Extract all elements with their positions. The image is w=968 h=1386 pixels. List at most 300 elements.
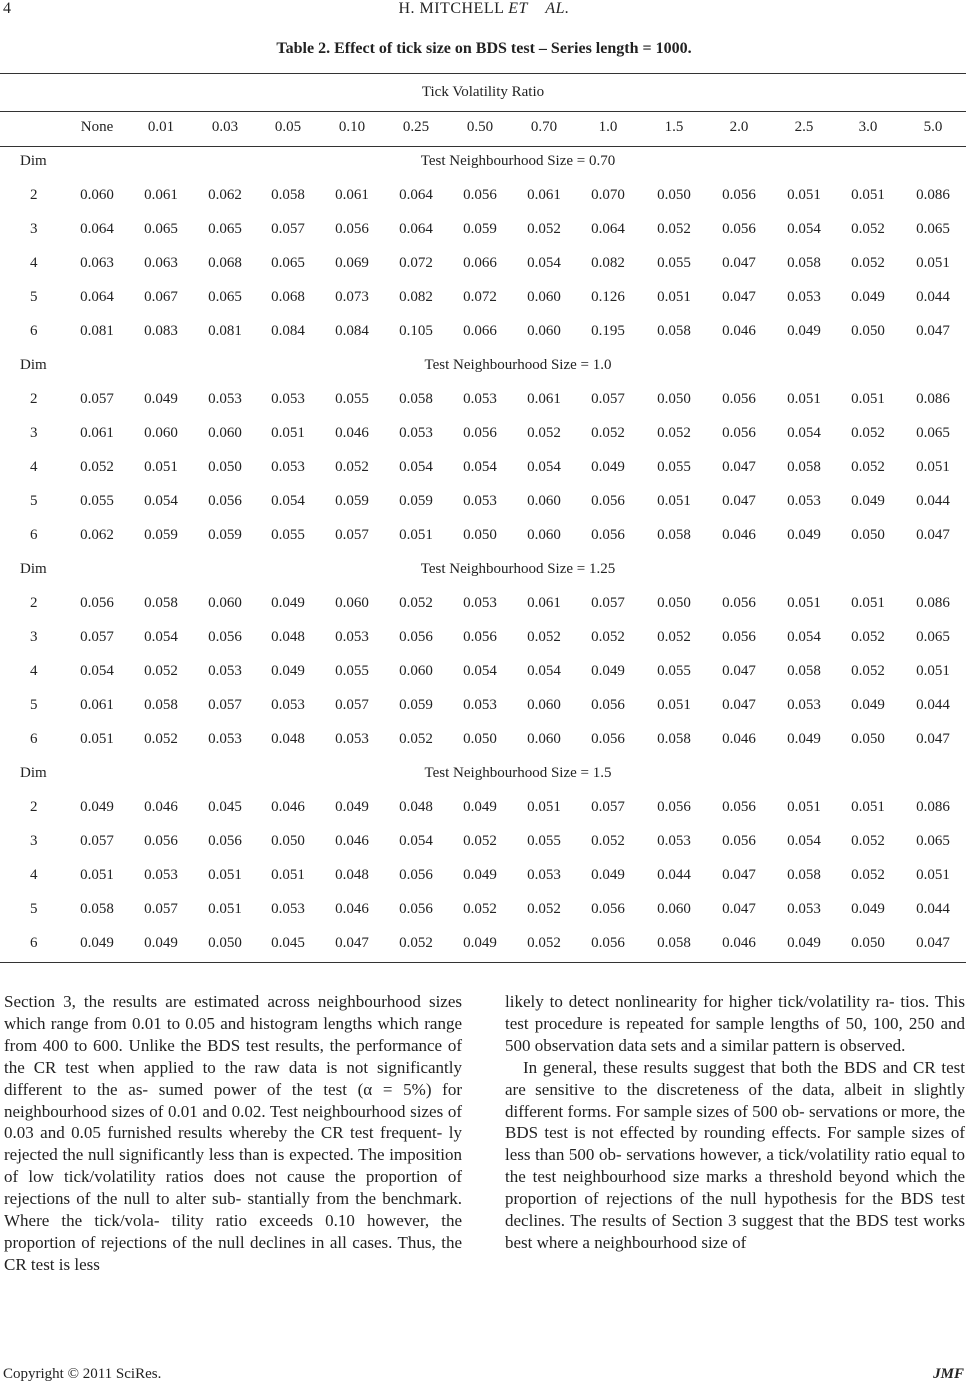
table-cell: 0.058 bbox=[80, 901, 114, 917]
table-cell: 0.056 bbox=[463, 187, 497, 203]
table-cell: 0.060 bbox=[527, 527, 561, 543]
table-cell: 0.051 bbox=[271, 425, 305, 441]
table-cell: 0.060 bbox=[335, 595, 369, 611]
table-cell: 0.057 bbox=[144, 901, 178, 917]
table-cell: 0.052 bbox=[335, 459, 369, 475]
table-cell: 0.050 bbox=[271, 833, 305, 849]
table-cell: 0.051 bbox=[399, 527, 433, 543]
column-header-rule bbox=[0, 146, 966, 147]
table-cell: 0.053 bbox=[463, 697, 497, 713]
table-cell: 0.065 bbox=[916, 221, 950, 237]
table-cell: 0.047 bbox=[722, 493, 756, 509]
table-cell: 0.045 bbox=[271, 935, 305, 951]
table-cell: 0.062 bbox=[208, 187, 242, 203]
table-cell: 0.056 bbox=[335, 221, 369, 237]
table-cell: 0.056 bbox=[591, 935, 625, 951]
table-cell: 0.065 bbox=[208, 289, 242, 305]
table-cell: 0.051 bbox=[271, 867, 305, 883]
table-cell: 0.044 bbox=[916, 901, 950, 917]
table-cell: 0.052 bbox=[851, 221, 885, 237]
table-cell: 0.054 bbox=[80, 663, 114, 679]
table-cell: 0.046 bbox=[722, 323, 756, 339]
table-row bbox=[0, 799, 968, 819]
table-cell: 0.047 bbox=[722, 901, 756, 917]
table-cell: 0.082 bbox=[591, 255, 625, 271]
table-cell: 0.050 bbox=[208, 459, 242, 475]
table-cell: 0.058 bbox=[657, 323, 691, 339]
table-cell: 0.057 bbox=[591, 595, 625, 611]
ratio-header-rule bbox=[0, 111, 966, 112]
table-cell: 0.052 bbox=[851, 867, 885, 883]
table-cell: 0.051 bbox=[787, 595, 821, 611]
table-cell: 0.054 bbox=[144, 629, 178, 645]
table-cell: 0.049 bbox=[591, 663, 625, 679]
table-cell: 0.086 bbox=[916, 391, 950, 407]
running-head-author: H. MITCHELL bbox=[398, 0, 504, 17]
table-cell: 0.056 bbox=[722, 221, 756, 237]
table-cell: 0.054 bbox=[399, 833, 433, 849]
table-cell: 0.051 bbox=[916, 459, 950, 475]
table-cell: 0.056 bbox=[591, 697, 625, 713]
table-row bbox=[0, 459, 968, 479]
table-cell: 0.065 bbox=[144, 221, 178, 237]
table-cell: 0.053 bbox=[208, 663, 242, 679]
table-cell: 0.053 bbox=[208, 731, 242, 747]
table-cell: 0.047 bbox=[916, 527, 950, 543]
table-cell: 0.057 bbox=[80, 629, 114, 645]
table-cell: 0.047 bbox=[722, 867, 756, 883]
section-title: Test Neighbourhood Size = 0.70 bbox=[420, 153, 616, 169]
table-cell: 0.086 bbox=[916, 595, 950, 611]
table-cell: 0.059 bbox=[208, 527, 242, 543]
table-cell: 0.072 bbox=[399, 255, 433, 271]
table-cell: 0.046 bbox=[335, 425, 369, 441]
section-title: Test Neighbourhood Size = 1.0 bbox=[424, 357, 612, 373]
table-cell: 0.053 bbox=[208, 391, 242, 407]
table-cell: 0.064 bbox=[591, 221, 625, 237]
table-cell: 0.052 bbox=[527, 221, 561, 237]
table-cell: 0.046 bbox=[722, 731, 756, 747]
table-cell: 0.051 bbox=[787, 799, 821, 815]
running-head bbox=[0, 0, 968, 18]
table-cell: 0.060 bbox=[527, 323, 561, 339]
right-paragraph-2: In general, these results suggest that both the BDS and CR test are sensitive to the discreteness of the data, albeit in slightly different forms. For sample sizes of 500 ob- servations or more, the BDS test is not effected by rounding effects. For sample sizes of less than 500 ob- servations however, a tick/volatility ratio equal to the test neighbourhood size marks a threshold beyond which the proportion of rejections of the null hypothesis for the BDS test declines. The results of Section 3 suggest that the BDS test works best where a neighbourhood size of bbox=[505, 1057, 965, 1252]
column-header-row bbox=[0, 119, 968, 139]
table-cell: 0.053 bbox=[657, 833, 691, 849]
dim-cell: 5 bbox=[30, 289, 38, 305]
table-cell: 0.056 bbox=[722, 425, 756, 441]
table-cell: 0.059 bbox=[335, 493, 369, 509]
table-cell: 0.061 bbox=[527, 187, 561, 203]
dim-cell: 4 bbox=[30, 459, 38, 475]
table-cell: 0.056 bbox=[399, 901, 433, 917]
table-cell: 0.054 bbox=[144, 493, 178, 509]
table-cell: 0.056 bbox=[722, 595, 756, 611]
table-cell: 0.050 bbox=[851, 527, 885, 543]
table-cell: 0.053 bbox=[335, 629, 369, 645]
column-header: 2.5 bbox=[794, 119, 814, 135]
table-cell: 0.048 bbox=[271, 629, 305, 645]
table-cell: 0.059 bbox=[144, 527, 178, 543]
table-cell: 0.052 bbox=[399, 731, 433, 747]
table-row bbox=[0, 527, 968, 547]
table-cell: 0.051 bbox=[851, 187, 885, 203]
dim-cell: 2 bbox=[30, 595, 38, 611]
table-cell: 0.055 bbox=[657, 255, 691, 271]
column-header: 0.70 bbox=[530, 119, 558, 135]
table-cell: 0.048 bbox=[335, 867, 369, 883]
table-row bbox=[0, 187, 968, 207]
table-cell: 0.053 bbox=[144, 867, 178, 883]
table-cell: 0.065 bbox=[916, 833, 950, 849]
table-cell: 0.050 bbox=[657, 187, 691, 203]
table-row bbox=[0, 867, 968, 887]
table-cell: 0.066 bbox=[463, 323, 497, 339]
table-cell: 0.056 bbox=[208, 629, 242, 645]
table-cell: 0.051 bbox=[787, 391, 821, 407]
table-cell: 0.054 bbox=[527, 663, 561, 679]
column-header: 0.25 bbox=[402, 119, 430, 135]
table-cell: 0.052 bbox=[527, 425, 561, 441]
table-cell: 0.053 bbox=[271, 391, 305, 407]
column-header: 3.0 bbox=[858, 119, 878, 135]
table-cell: 0.055 bbox=[657, 663, 691, 679]
table-cell: 0.051 bbox=[916, 867, 950, 883]
table-cell: 0.195 bbox=[591, 323, 625, 339]
table-cell: 0.068 bbox=[271, 289, 305, 305]
table-cell: 0.073 bbox=[335, 289, 369, 305]
table-cell: 0.066 bbox=[463, 255, 497, 271]
body-right-column bbox=[505, 991, 965, 1254]
table-cell: 0.051 bbox=[80, 731, 114, 747]
table-cell: 0.047 bbox=[722, 255, 756, 271]
table-cell: 0.049 bbox=[591, 459, 625, 475]
dim-cell: 6 bbox=[30, 323, 38, 339]
table-cell: 0.052 bbox=[851, 425, 885, 441]
table-cell: 0.054 bbox=[787, 833, 821, 849]
table-cell: 0.052 bbox=[851, 459, 885, 475]
table-cell: 0.060 bbox=[657, 901, 691, 917]
section-title: Test Neighbourhood Size = 1.25 bbox=[420, 561, 616, 577]
ratio-header: Tick Volatility Ratio bbox=[421, 84, 545, 100]
dim-cell: 3 bbox=[30, 833, 38, 849]
table-cell: 0.060 bbox=[208, 425, 242, 441]
table-cell: 0.055 bbox=[527, 833, 561, 849]
table-cell: 0.059 bbox=[399, 697, 433, 713]
dim-cell: 4 bbox=[30, 663, 38, 679]
table-cell: 0.061 bbox=[335, 187, 369, 203]
table-row bbox=[0, 901, 968, 921]
dim-cell: 6 bbox=[30, 731, 38, 747]
table-cell: 0.060 bbox=[527, 289, 561, 305]
table-cell: 0.054 bbox=[271, 493, 305, 509]
table-cell: 0.053 bbox=[463, 595, 497, 611]
body-left-column bbox=[4, 991, 462, 1276]
table-cell: 0.049 bbox=[787, 323, 821, 339]
table-cell: 0.056 bbox=[399, 629, 433, 645]
table-cell: 0.049 bbox=[851, 289, 885, 305]
table-cell: 0.053 bbox=[335, 731, 369, 747]
dim-cell: 4 bbox=[30, 867, 38, 883]
column-header: 0.05 bbox=[274, 119, 302, 135]
table-cell: 0.050 bbox=[657, 595, 691, 611]
table-row bbox=[0, 629, 968, 649]
table-cell: 0.044 bbox=[657, 867, 691, 883]
table-cell: 0.047 bbox=[335, 935, 369, 951]
table-cell: 0.054 bbox=[463, 459, 497, 475]
table-cell: 0.059 bbox=[463, 221, 497, 237]
dim-cell: 3 bbox=[30, 629, 38, 645]
table-cell: 0.064 bbox=[80, 221, 114, 237]
table-cell: 0.065 bbox=[271, 255, 305, 271]
table-cell: 0.049 bbox=[787, 527, 821, 543]
dim-cell: 5 bbox=[30, 901, 38, 917]
table-cell: 0.069 bbox=[335, 255, 369, 271]
table-cell: 0.046 bbox=[722, 935, 756, 951]
table-top-rule bbox=[0, 73, 966, 74]
table-cell: 0.068 bbox=[208, 255, 242, 271]
table-cell: 0.053 bbox=[463, 493, 497, 509]
table-cell: 0.057 bbox=[80, 833, 114, 849]
table-cell: 0.072 bbox=[463, 289, 497, 305]
table-cell: 0.064 bbox=[399, 221, 433, 237]
left-paragraph: Section 3, the results are estimated across neighbourhood sizes which range from 0.01 to 0.05 and histogram lengths which range from 400 to 600. Unlike the BDS test results, the performance of the CR test when applied to the raw data is not significantly different to the as- sumed power of the test (α = 5%) for neighbourhood sizes of 0.01 and 0.02. Test neighbourhood sizes of 0.03 and 0.05 furnished results whereby the CR test frequent- ly rejected the null significantly less than is expected. The imposition of low tick/volatility ratios does not cause the proportion of rejections of the null to alter sub- stantially from the benchmark. Where the tick/vola- tility ratio exceeds 0.10 however, the proportion of rejections of the null declines in all cases. Thus, the CR test is less bbox=[4, 992, 462, 1274]
table-row bbox=[0, 697, 968, 717]
table-cell: 0.056 bbox=[399, 867, 433, 883]
dim-cell: 2 bbox=[30, 187, 38, 203]
table-cell: 0.063 bbox=[80, 255, 114, 271]
table-cell: 0.052 bbox=[463, 833, 497, 849]
table-cell: 0.052 bbox=[144, 663, 178, 679]
table-cell: 0.052 bbox=[399, 595, 433, 611]
table-cell: 0.051 bbox=[527, 799, 561, 815]
column-header: 0.50 bbox=[466, 119, 494, 135]
table-cell: 0.049 bbox=[591, 867, 625, 883]
table-cell: 0.056 bbox=[463, 425, 497, 441]
table-cell: 0.057 bbox=[591, 391, 625, 407]
table-cell: 0.049 bbox=[851, 697, 885, 713]
table-cell: 0.052 bbox=[591, 629, 625, 645]
table-cell: 0.053 bbox=[463, 391, 497, 407]
footer-journal: JMF bbox=[933, 1366, 964, 1382]
table-cell: 0.070 bbox=[591, 187, 625, 203]
table-cell: 0.057 bbox=[271, 221, 305, 237]
table-cell: 0.126 bbox=[591, 289, 625, 305]
table-cell: 0.046 bbox=[271, 799, 305, 815]
table-cell: 0.052 bbox=[527, 935, 561, 951]
table-row bbox=[0, 595, 968, 615]
table-cell: 0.049 bbox=[271, 663, 305, 679]
table-cell: 0.051 bbox=[80, 867, 114, 883]
table-cell: 0.058 bbox=[787, 255, 821, 271]
column-header: 1.5 bbox=[664, 119, 684, 135]
table-cell: 0.055 bbox=[335, 663, 369, 679]
table-cell: 0.061 bbox=[527, 391, 561, 407]
table-cell: 0.058 bbox=[657, 527, 691, 543]
table-cell: 0.056 bbox=[208, 833, 242, 849]
page-number: 4 bbox=[3, 0, 11, 17]
table-cell: 0.053 bbox=[271, 459, 305, 475]
table-cell: 0.061 bbox=[80, 425, 114, 441]
table-cell: 0.081 bbox=[208, 323, 242, 339]
table-cell: 0.060 bbox=[80, 187, 114, 203]
table-cell: 0.058 bbox=[657, 935, 691, 951]
table-cell: 0.049 bbox=[80, 799, 114, 815]
table-cell: 0.060 bbox=[527, 493, 561, 509]
table-cell: 0.052 bbox=[851, 629, 885, 645]
table-cell: 0.045 bbox=[208, 799, 242, 815]
table-cell: 0.056 bbox=[722, 187, 756, 203]
dim-cell: 3 bbox=[30, 425, 38, 441]
table-cell: 0.052 bbox=[463, 901, 497, 917]
table-cell: 0.061 bbox=[527, 595, 561, 611]
table-cell: 0.060 bbox=[144, 425, 178, 441]
table-cell: 0.051 bbox=[144, 459, 178, 475]
table-cell: 0.064 bbox=[80, 289, 114, 305]
table-cell: 0.060 bbox=[399, 663, 433, 679]
table-cell: 0.067 bbox=[144, 289, 178, 305]
table-cell: 0.049 bbox=[851, 493, 885, 509]
table-cell: 0.052 bbox=[527, 901, 561, 917]
table-cell: 0.056 bbox=[722, 799, 756, 815]
table-cell: 0.055 bbox=[335, 391, 369, 407]
table-cell: 0.056 bbox=[591, 901, 625, 917]
table-cell: 0.058 bbox=[271, 187, 305, 203]
table-cell: 0.056 bbox=[657, 799, 691, 815]
table-cell: 0.056 bbox=[80, 595, 114, 611]
table-cell: 0.050 bbox=[851, 935, 885, 951]
table-cell: 0.047 bbox=[916, 935, 950, 951]
dim-cell: 5 bbox=[30, 493, 38, 509]
column-header: None bbox=[80, 119, 114, 135]
column-header: 0.10 bbox=[338, 119, 366, 135]
table-cell: 0.062 bbox=[80, 527, 114, 543]
table-cell: 0.053 bbox=[787, 493, 821, 509]
table-cell: 0.049 bbox=[80, 935, 114, 951]
dim-cell: 4 bbox=[30, 255, 38, 271]
table-cell: 0.050 bbox=[463, 527, 497, 543]
table-row bbox=[0, 493, 968, 513]
table-cell: 0.057 bbox=[335, 527, 369, 543]
table-cell: 0.046 bbox=[722, 527, 756, 543]
table-cell: 0.061 bbox=[80, 697, 114, 713]
table-row bbox=[0, 731, 968, 751]
table-cell: 0.053 bbox=[787, 901, 821, 917]
table-cell: 0.053 bbox=[787, 697, 821, 713]
table-cell: 0.048 bbox=[271, 731, 305, 747]
table-cell: 0.065 bbox=[916, 425, 950, 441]
table-cell: 0.057 bbox=[335, 697, 369, 713]
table-cell: 0.058 bbox=[657, 731, 691, 747]
table-cell: 0.060 bbox=[208, 595, 242, 611]
dim-label: Dim bbox=[20, 153, 47, 169]
table-cell: 0.053 bbox=[787, 289, 821, 305]
dim-label: Dim bbox=[20, 561, 47, 577]
table-cell: 0.051 bbox=[851, 595, 885, 611]
table-cell: 0.056 bbox=[208, 493, 242, 509]
table-cell: 0.056 bbox=[591, 493, 625, 509]
table-cell: 0.049 bbox=[463, 935, 497, 951]
table-row bbox=[0, 289, 968, 309]
dim-cell: 2 bbox=[30, 391, 38, 407]
section-title: Test Neighbourhood Size = 1.5 bbox=[424, 765, 612, 781]
table-cell: 0.081 bbox=[80, 323, 114, 339]
table-cell: 0.052 bbox=[851, 663, 885, 679]
table-cell: 0.054 bbox=[527, 255, 561, 271]
table-cell: 0.058 bbox=[787, 663, 821, 679]
table-cell: 0.049 bbox=[144, 391, 178, 407]
table-cell: 0.046 bbox=[335, 833, 369, 849]
dim-cell: 6 bbox=[30, 527, 38, 543]
table-cell: 0.052 bbox=[399, 935, 433, 951]
table-cell: 0.046 bbox=[335, 901, 369, 917]
table-cell: 0.050 bbox=[851, 731, 885, 747]
table-cell: 0.052 bbox=[851, 833, 885, 849]
table-cell: 0.052 bbox=[591, 833, 625, 849]
table-caption: Table 2. Effect of tick size on BDS test – Series length = 1000. bbox=[276, 40, 692, 57]
column-header: 1.0 bbox=[598, 119, 618, 135]
dim-cell: 2 bbox=[30, 799, 38, 815]
table-cell: 0.049 bbox=[271, 595, 305, 611]
dim-cell: 3 bbox=[30, 221, 38, 237]
table-cell: 0.052 bbox=[657, 221, 691, 237]
table-cell: 0.084 bbox=[335, 323, 369, 339]
table-cell: 0.049 bbox=[787, 731, 821, 747]
table-cell: 0.044 bbox=[916, 493, 950, 509]
table-cell: 0.056 bbox=[591, 731, 625, 747]
table-cell: 0.047 bbox=[916, 323, 950, 339]
table-cell: 0.060 bbox=[527, 731, 561, 747]
table-cell: 0.105 bbox=[399, 323, 433, 339]
table-cell: 0.049 bbox=[335, 799, 369, 815]
table-cell: 0.054 bbox=[787, 221, 821, 237]
table-cell: 0.052 bbox=[657, 425, 691, 441]
dim-label: Dim bbox=[20, 357, 47, 373]
table-cell: 0.054 bbox=[463, 663, 497, 679]
table-cell: 0.047 bbox=[916, 731, 950, 747]
table-cell: 0.060 bbox=[527, 697, 561, 713]
table-cell: 0.055 bbox=[271, 527, 305, 543]
table-row bbox=[0, 663, 968, 683]
table-row bbox=[0, 323, 968, 343]
table-cell: 0.047 bbox=[722, 697, 756, 713]
table-cell: 0.051 bbox=[851, 799, 885, 815]
table-cell: 0.051 bbox=[657, 493, 691, 509]
table-cell: 0.056 bbox=[722, 629, 756, 645]
table-cell: 0.083 bbox=[144, 323, 178, 339]
table-cell: 0.051 bbox=[851, 391, 885, 407]
table-cell: 0.054 bbox=[527, 459, 561, 475]
table-cell: 0.049 bbox=[787, 935, 821, 951]
column-header: 0.01 bbox=[147, 119, 175, 135]
table-cell: 0.051 bbox=[916, 255, 950, 271]
table-cell: 0.053 bbox=[271, 697, 305, 713]
column-header: 5.0 bbox=[923, 119, 943, 135]
table-cell: 0.052 bbox=[80, 459, 114, 475]
table-cell: 0.051 bbox=[916, 663, 950, 679]
table-cell: 0.055 bbox=[657, 459, 691, 475]
table-cell: 0.058 bbox=[787, 459, 821, 475]
table-cell: 0.082 bbox=[399, 289, 433, 305]
table-cell: 0.056 bbox=[722, 391, 756, 407]
table-cell: 0.049 bbox=[463, 799, 497, 815]
table-row bbox=[0, 255, 968, 275]
dim-label: Dim bbox=[20, 765, 47, 781]
table-cell: 0.044 bbox=[916, 697, 950, 713]
table-cell: 0.053 bbox=[399, 425, 433, 441]
table-cell: 0.047 bbox=[722, 663, 756, 679]
table-cell: 0.053 bbox=[527, 867, 561, 883]
